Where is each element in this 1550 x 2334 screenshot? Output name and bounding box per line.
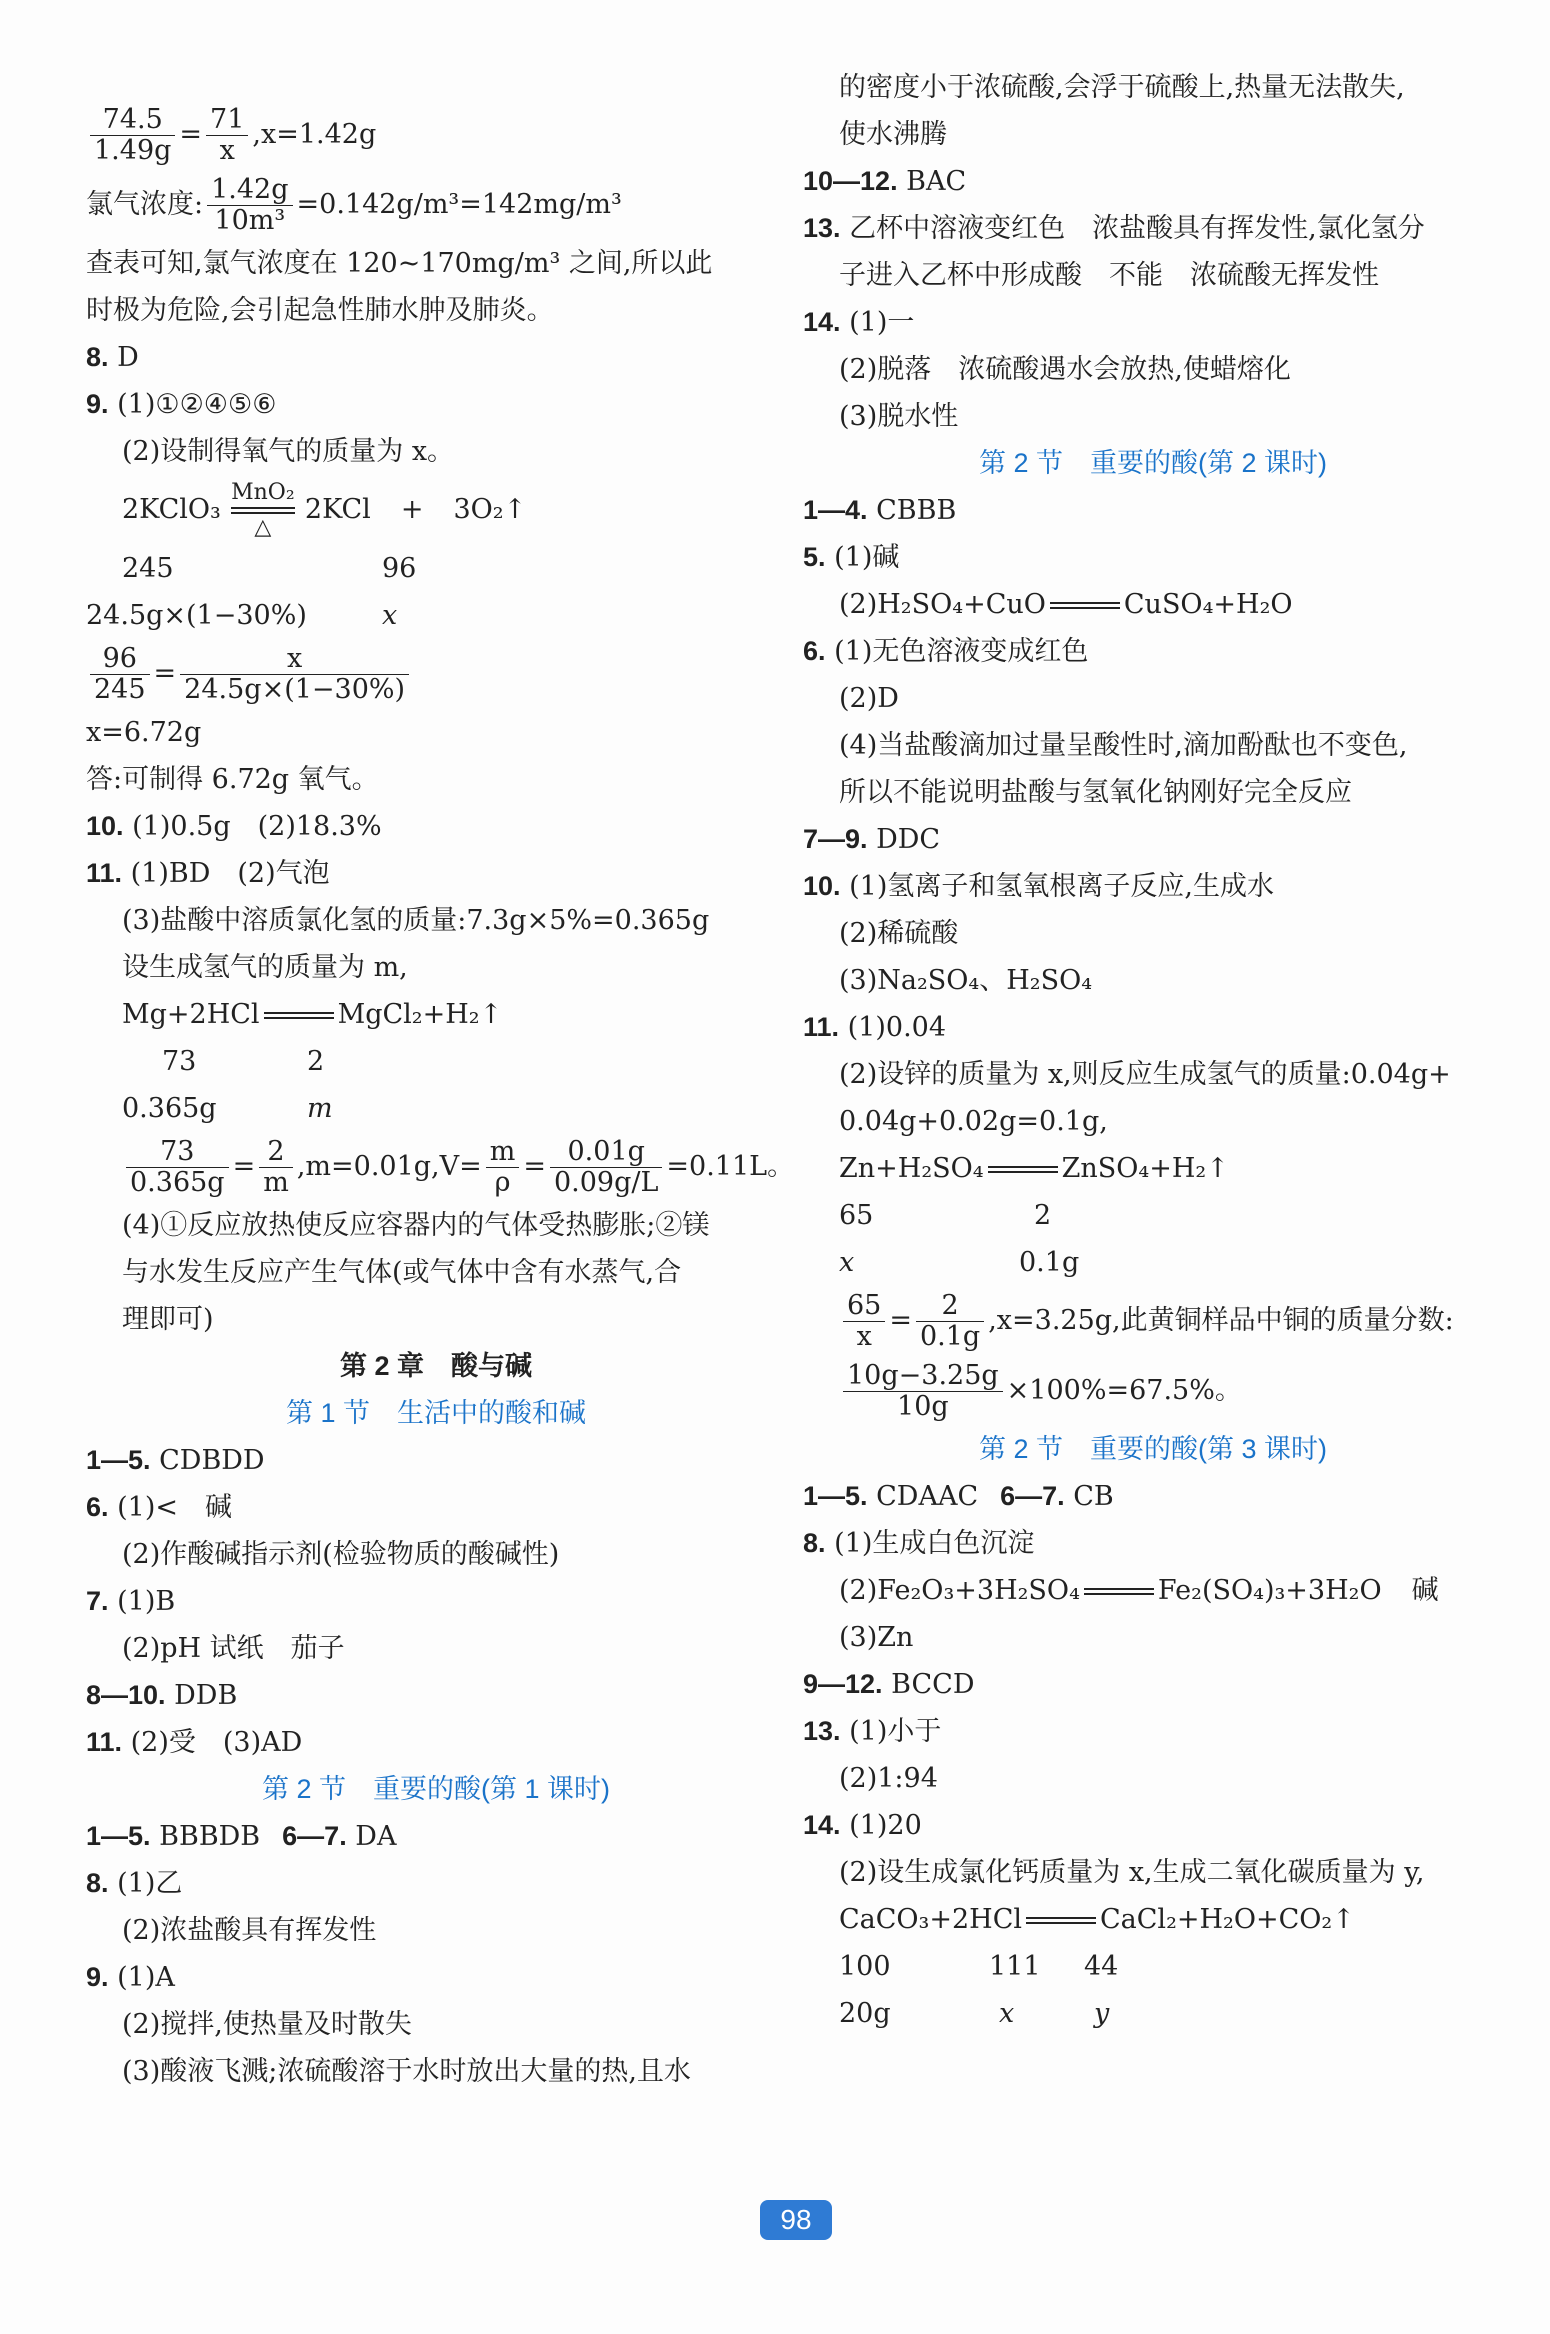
answer-11: 11. (1)BD (2)气泡	[86, 858, 330, 889]
text-line: (3)酸液飞溅;浓硫酸溶于水时放出大量的热,且水	[122, 2056, 691, 2087]
text-line: 与水发生反应产生气体(或气体中含有水蒸气,合	[122, 1257, 682, 1288]
answer-1-7: 1—5. BBBDB 6—7. DA	[86, 1821, 397, 1852]
left-column	[86, 100, 795, 2095]
answer-9-12: 9—12. BCCD	[803, 1669, 975, 1700]
molar-row: 100 111 44	[839, 1951, 1119, 1982]
answer-10-12: 10—12. BAC	[803, 166, 967, 197]
mass-row: x 0.1g	[839, 1247, 1080, 1278]
right-column	[803, 64, 1503, 2037]
text-line: (4)当盐酸滴加过量呈酸性时,滴加酚酞也不变色,	[839, 730, 1408, 761]
equation-cuo: (2)H₂SO₄+CuO CuSO₄+H₂O	[839, 589, 1293, 620]
text-line: 设生成氢气的质量为 m,	[122, 952, 408, 983]
text-line: (4)①反应放热使反应容器内的气体受热膨胀;②镁	[122, 1210, 710, 1241]
answer-6: 6. (1)无色溶液变成红色	[803, 636, 1089, 667]
equation-fe2o3: (2)Fe₂O₃+3H₂SO₄ Fe₂(SO₄)₃+3H₂O 碱	[839, 1575, 1439, 1606]
answer-7: 7. (1)B	[86, 1586, 176, 1617]
text-line: 所以不能说明盐酸与氢氧化钠刚好完全反应	[839, 777, 1352, 808]
text-line: (2)D	[839, 683, 899, 714]
text-line: (2)设锌的质量为 x,则反应生成氢气的质量:0.04g+	[839, 1059, 1451, 1090]
equation-mg: Mg+2HCl MgCl₂+H₂↑	[122, 999, 503, 1030]
answer-9: 9. (1)A	[86, 1962, 175, 1993]
text-line: x=6.72g	[86, 717, 202, 748]
text-line: (3)Zn	[839, 1622, 914, 1653]
text-line: 的密度小于浓硫酸,会浮于硫酸上,热量无法散失,	[839, 72, 1405, 103]
text-line: 使水沸腾	[839, 119, 947, 150]
text-line: 子进入乙杯中形成酸 不能 浓硫酸无挥发性	[839, 260, 1379, 291]
answer-13: 13. (1)小于	[803, 1716, 942, 1747]
text-line: 0.04g+0.02g=0.1g,	[839, 1106, 1108, 1137]
text-line: 答:可制得 6.72g 氧气。	[86, 764, 379, 795]
answer-11: 11. (1)0.04	[803, 1012, 947, 1043]
fraction-line: $\frac{65}{x}$ = $\frac{2}{0.1g}$ ,x=3.25g,此黄铜样品中铜的质量分数:	[803, 1286, 1503, 1356]
text-line: (3)脱水性	[839, 401, 959, 432]
text-line: (2)浓盐酸具有挥发性	[122, 1915, 377, 1946]
section-title: 第 1 节 生活中的酸和碱	[285, 1398, 587, 1428]
answer-9: 9. (1)①②④⑤⑥	[86, 389, 277, 420]
text-line: (2)稀硫酸	[839, 918, 959, 949]
text-line: (2)脱落 浓硫酸遇水会放热,使蜡熔化	[839, 354, 1291, 385]
chlorine-concentration: 氯气浓度: $\frac{1.42g}{\text{10m³}}$ =0.142g/m³=142mg/m³	[86, 174, 622, 236]
text-line: (2)设制得氧气的质量为 x。	[122, 436, 455, 467]
answer-7-9: 7—9. DDC	[803, 824, 941, 855]
mass-row: 20g x y	[839, 1998, 1110, 2029]
section-title: 第 2 节 重要的酸(第 2 课时)	[978, 448, 1328, 478]
answer-6: 6. (1)< 碱	[86, 1492, 232, 1523]
text-line: (3)Na₂SO₄、H₂SO₄	[839, 965, 1093, 996]
chapter-title: 第 2 章 酸与碱	[339, 1351, 533, 1381]
text-line: 理即可)	[122, 1304, 214, 1335]
text-line: (2)作酸碱指示剂(检验物质的酸碱性)	[122, 1539, 560, 1570]
answer-14: 14. (1)20	[803, 1810, 922, 1841]
answer-10: 10. (1)氢离子和氢氧根离子反应,生成水	[803, 871, 1274, 902]
molar-row: 73 2	[162, 1046, 325, 1077]
text-line: (2)搅拌,使热量及时散失	[122, 2009, 412, 2040]
section-title: 第 2 节 重要的酸(第 3 课时)	[978, 1434, 1328, 1464]
answer-14: 14. (1)一	[803, 307, 915, 338]
section-title: 第 2 节 重要的酸(第 1 课时)	[261, 1774, 611, 1804]
answer-11: 11. (2)受 (3)AD	[86, 1727, 303, 1758]
equation-kclo3: 2KClO₃MnO₂ △2KCl + 3O₂↑	[122, 480, 527, 540]
text-line: (2)pH 试纸 茄子	[122, 1633, 345, 1664]
answer-13: 13. 乙杯中溶液变红色 浓盐酸具有挥发性,氯化氢分	[803, 213, 1425, 244]
fraction-line: $\frac{73}{0.365g}$ = $\frac{2}{m}$ ,m=0.01g,V= $\frac{m}{\rho}$ = $\frac{0.01g}{0.09g/L}$ =0.11L。	[86, 1132, 786, 1202]
answer-8-10: 8—10. DDB	[86, 1680, 238, 1711]
page-number-badge: 98	[760, 2200, 832, 2240]
answer-1-5: 1—5. CDBDD	[86, 1445, 265, 1476]
answer-5: 5. (1)碱	[803, 542, 900, 573]
mass-row: 0.365g m	[122, 1093, 333, 1124]
text-line: (2)设生成氯化钙质量为 x,生成二氧化碳质量为 y,	[839, 1857, 1425, 1888]
answer-8: 8. (1)生成白色沉淀	[803, 1528, 1035, 1559]
text-line: 查表可知,氯气浓度在 120~170mg/m³ 之间,所以此	[86, 248, 713, 279]
fraction-line: $\frac{96}{245}$ = $\frac{x}{24.5g\times(1-30\%)}$	[86, 639, 786, 709]
fraction-line: $\frac{10g-3.25g}{10g}$ ×100%=67.5%。	[803, 1356, 1503, 1426]
fraction-line: $\frac{74.5}{1.49g}$ = $\frac{71}{x}$ ,x=1.42g	[86, 100, 786, 170]
text-line: 时极为危险,会引起急性肺水肿及肺炎。	[86, 295, 554, 326]
molar-row: 245 96	[122, 553, 417, 584]
equation-zn: Zn+H₂SO₄ ZnSO₄+H₂↑	[839, 1153, 1229, 1184]
text-line: (3)盐酸中溶质氯化氢的质量:7.3g×5%=0.365g	[122, 905, 710, 936]
answer-8: 8. (1)乙	[86, 1868, 183, 1899]
answer-1-4: 1—4. CBBB	[803, 495, 957, 526]
equation-caco3: CaCO₃+2HCl CaCl₂+H₂O+CO₂↑	[839, 1904, 1355, 1935]
answer-8: 8. D	[86, 342, 139, 373]
answer-10: 10. (1)0.5g (2)18.3%	[86, 811, 382, 842]
answer-1-7: 1—5. CDAAC 6—7. CB	[803, 1481, 1114, 1512]
molar-row: 65 2	[839, 1200, 1052, 1231]
text-line: (2)1:94	[839, 1763, 938, 1794]
mass-row: 24.5g×(1−30%) x	[86, 600, 398, 631]
